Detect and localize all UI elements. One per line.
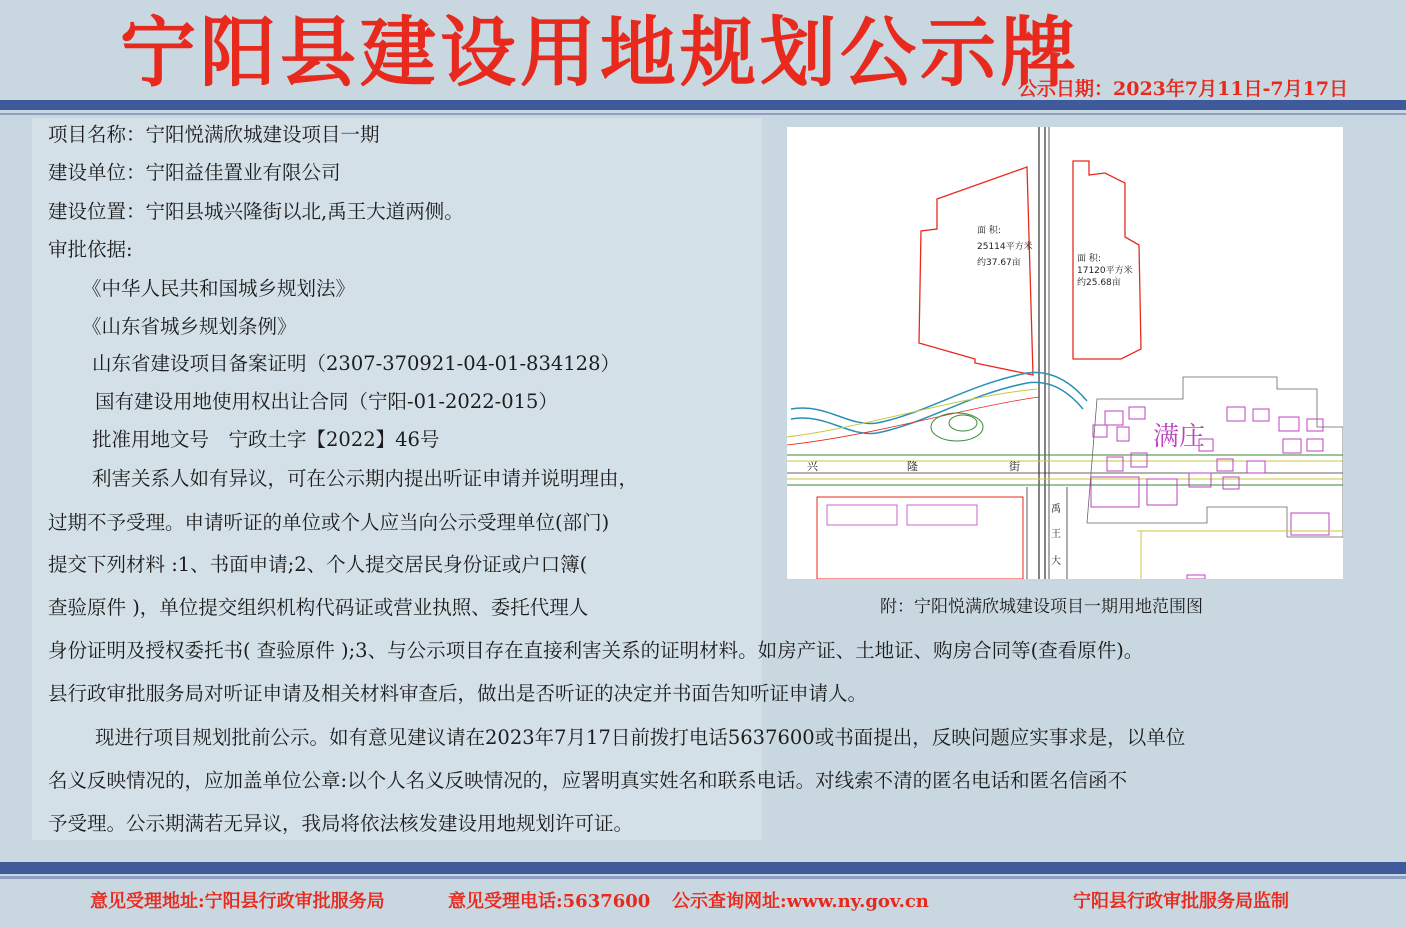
site-map (787, 127, 1343, 579)
notice-paragraph-line-1: 现进行项目规划批前公示。如有意见建议请在2023年7月17日前拨打电话5637600或书面提出，反映问题应实事求是，以单位 (95, 726, 1186, 749)
road-label-da: 大 (1051, 556, 1061, 567)
construction-unit: 建设单位：宁阳益佳置业有限公司 (48, 161, 341, 184)
basis-item-shandong-regulation: 《山东省城乡规划条例》 (82, 315, 297, 338)
parcel-east-area-sqm: 17120平方米 (1077, 266, 1133, 276)
parcel-east-area-label: 面 积: (1077, 254, 1101, 264)
notice-paragraph-line-2: 名义反映情况的，应加盖单位公章:以个人名义反映情况的，应署明真实姓名和联系电话。对线索不清的匿名电话和匿名信函不 (48, 769, 1128, 792)
approval-basis-heading: 审批依据: (48, 238, 133, 261)
hearing-paragraph-line-2: 过期不予受理。申请听证的单位或个人应当向公示受理单位(部门) (48, 511, 610, 534)
site-map-drawing (787, 127, 1343, 579)
parcel-east-area-mu: 约25.68亩 (1077, 278, 1121, 288)
parcel-west-boundary (919, 167, 1033, 375)
construction-location: 建设位置：宁阳县城兴隆街以北,禹王大道两侧。 (48, 200, 464, 223)
road-label-yu: 禹 (1051, 504, 1061, 515)
hearing-paragraph-line-5: 身份证明及授权委托书( 查验原件 );3、与公示项目存在直接利害关系的证明材料。如房产证、土地证、购房合同等(查看原件)。 (48, 639, 1144, 662)
page-title: 宁阳县建设用地规划公示牌 (120, 8, 1080, 97)
road-label-xing: 兴 (807, 460, 818, 473)
footer-address: 意见受理地址:宁阳县行政审批服务局 (90, 891, 385, 912)
basis-item-planning-law: 《中华人民共和国城乡规划法》 (82, 277, 356, 300)
parcel-west-area-label: 面 积: (977, 226, 1001, 236)
top-divider-thin (0, 113, 1406, 115)
footer-phone: 意见受理电话:5637600 (448, 891, 651, 912)
footer-supervisor: 宁阳县行政审批服务局监制 (1073, 891, 1289, 912)
bottom-divider-thin (0, 876, 1406, 879)
hearing-paragraph-line-3: 提交下列材料 :1、书面申请;2、个人提交居民身份证或户口簿( (48, 553, 588, 576)
parcel-west-area-sqm: 25114平方米 (977, 242, 1033, 252)
publicity-date: 公示日期：2023年7月11日-7月17日 (1018, 78, 1349, 100)
bottom-divider (0, 862, 1406, 874)
road-label-jie: 街 (1009, 460, 1020, 473)
parcel-west-area-mu: 约37.67亩 (977, 258, 1021, 268)
notice-paragraph-line-3: 予受理。公示期满若无异议，我局将依法核发建设用地规划许可证。 (48, 812, 634, 835)
top-divider (0, 100, 1406, 110)
project-name: 项目名称：宁阳悦满欣城建设项目一期 (48, 123, 380, 146)
basis-item-transfer-contract: 国有建设用地使用权出让合同（宁阳-01-2022-015） (95, 390, 558, 413)
hearing-paragraph-line-1: 利害关系人如有异议，可在公示期内提出听证申请并说明理由， (92, 467, 639, 490)
hearing-paragraph-line-6: 县行政审批服务局对听证申请及相关材料审查后，做出是否听证的决定并书面告知听证申请人。 (48, 682, 868, 705)
basis-item-approval-number: 批准用地文号 宁政土字【2022】46号 (92, 428, 440, 451)
road-label-wang: 王 (1051, 529, 1061, 540)
map-caption: 附：宁阳悦满欣城建设项目一期用地范围图 (880, 597, 1203, 617)
village-label: 满庄 (1153, 422, 1206, 452)
road-label-long: 隆 (907, 460, 918, 473)
hearing-paragraph-line-4: 查验原件 )，单位提交组织机构代码证或营业执照、委托代理人 (48, 596, 589, 619)
footer-website: 公示查询网址:www.ny.gov.cn (672, 891, 929, 912)
basis-item-filing-certificate: 山东省建设项目备案证明（2307-370921-04-01-834128） (92, 352, 620, 375)
